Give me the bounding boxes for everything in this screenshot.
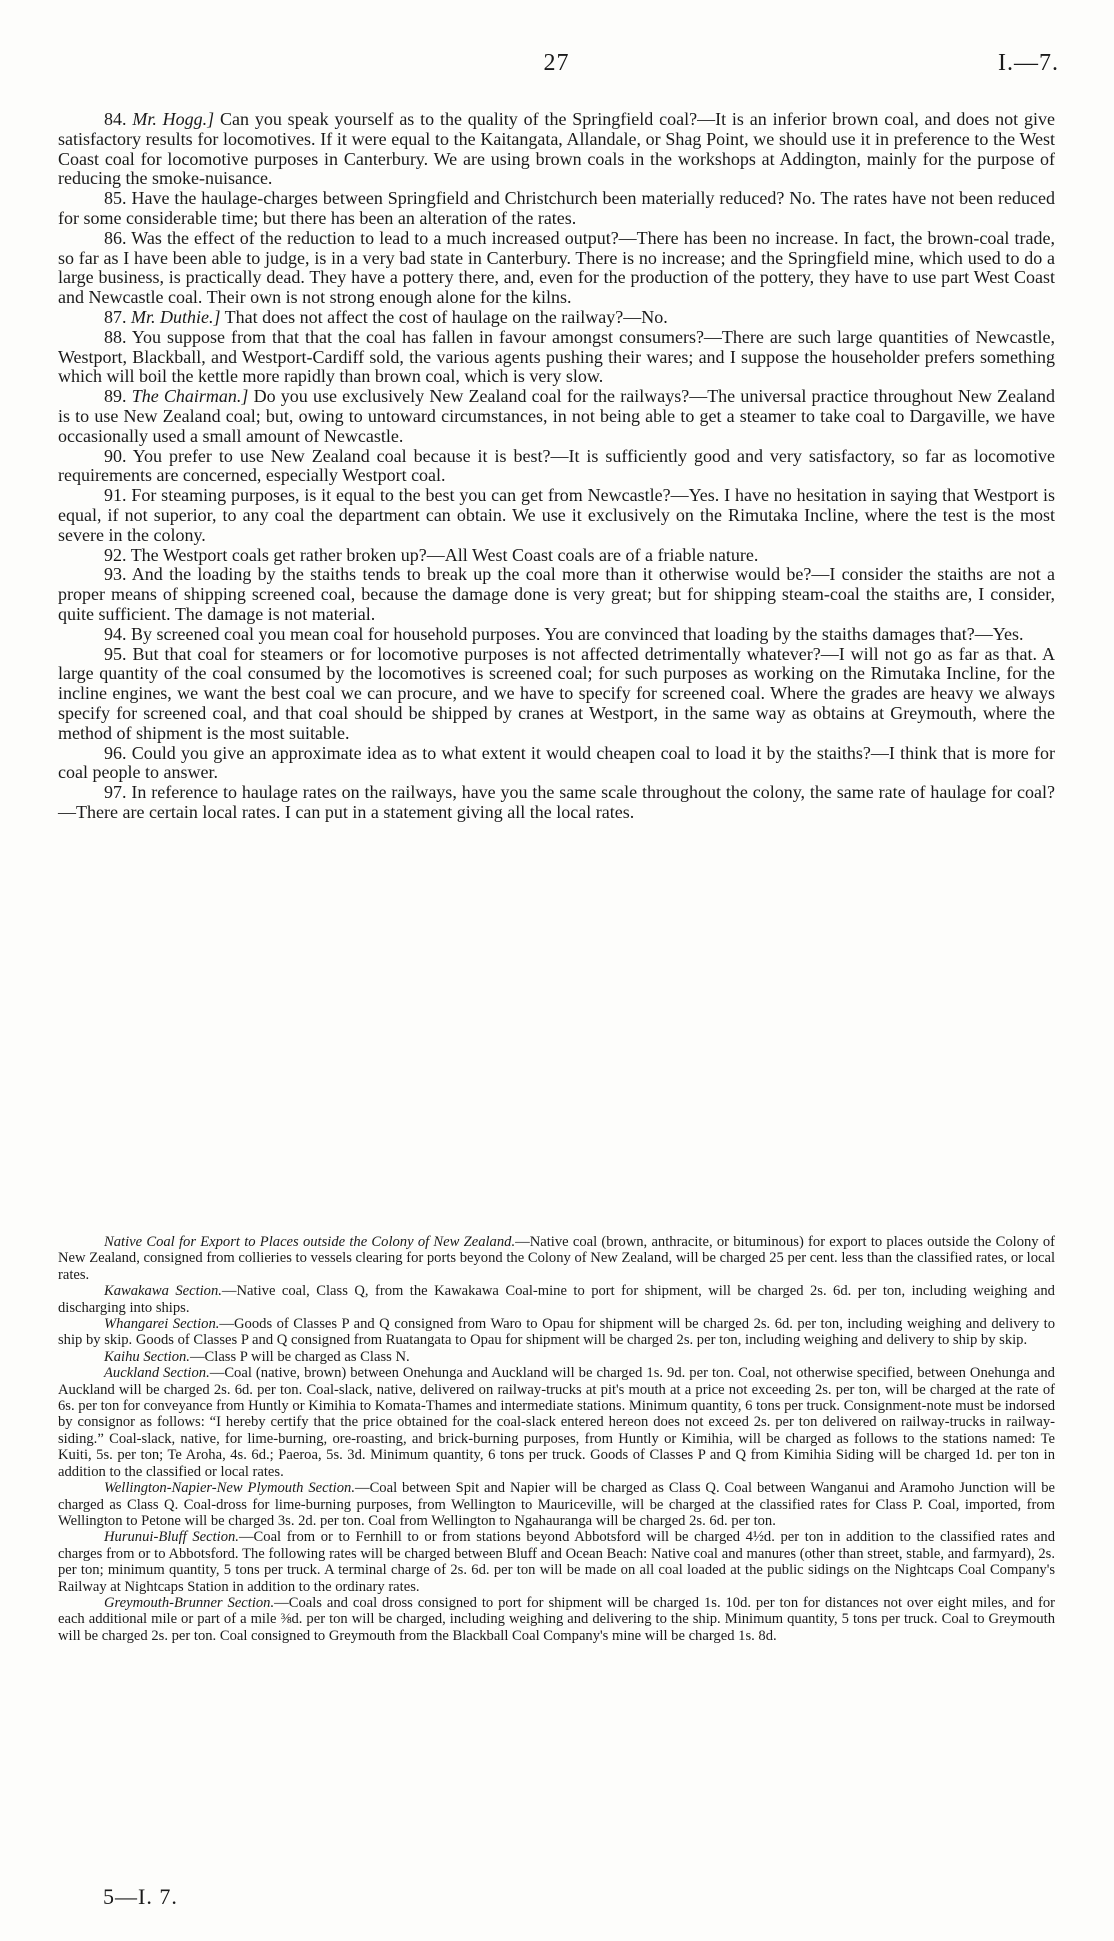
question-paragraph: [58, 308, 1055, 328]
speaker-label: Mr. Hogg.]: [132, 109, 215, 129]
section-title: Native Coal for Export to Places outside the Colony of New Zealand.: [104, 1234, 516, 1250]
paper-reference: I.—7.: [998, 50, 1059, 76]
question-number: 84.: [104, 109, 127, 129]
section-title: Greymouth-Brunner Section.: [104, 1594, 275, 1611]
question-number: 92.: [104, 544, 127, 565]
section-text: —Native coal (brown, anthracite, or bituminous) for export to places outside the Colony of New Zealand, consigned from collieries to vessels clearing for ports beyond the Colony of New Zealand, will be charged 25 per cent. less than the classified rates, or local rates.: [58, 1234, 1055, 1283]
rate-section: [58, 1234, 1055, 1283]
question-number: 89.: [104, 386, 127, 407]
question-paragraph: [58, 328, 1055, 387]
section-title: Hurunui-Bluff Section.: [104, 1529, 239, 1546]
rate-section: [58, 1283, 1055, 1316]
question-text: That does not affect the cost of haulage on the railway?—No.: [220, 306, 668, 327]
question-number: 88.: [104, 326, 127, 347]
question-number: 96.: [104, 742, 127, 763]
page-header: [54, 50, 1059, 90]
question-text: By screened coal you mean coal for household purposes. You are convinced that loading by the staiths damages that?—Yes.: [131, 623, 1024, 644]
section-text: —Coal from or to Fernhill to or from stations beyond Abbotsford will be charged 4½d. per ton in addition to the classified rates and charges from or to Abbotsford. The following rates will be charged between Bluff and Ocean Beach: Native coal and manures (other than street, stable, and farmyard), 2s. per ton; minimum quantity, 5 tons per truck. A terminal charge of 2s. 6d. per ton will be made on all coal loaded at the public sidings on the Nightcaps Coal Company's Railway at Nightcaps Station in addition to the ordinary rates.: [58, 1529, 1055, 1595]
section-text: —Coals and coal dross consigned to port for shipment will be charged 1s. 10d. per ton for distances not over eight miles, and for each additional mile or part of a mile ⅜d. per ton will be charged, including weighing and delivering to the ship. Minimum quantity, 5 tons per truck. Coal to Greymouth will be charged 2s. per ton. Coal consigned to Greymouth from the Blackball Coal Company's mine will be charged 1s. 8d.: [58, 1594, 1055, 1644]
question-paragraph: [58, 189, 1055, 229]
section-title: Wellington-Napier-New Plymouth Section.: [104, 1480, 355, 1497]
question-paragraph: [58, 645, 1055, 744]
question-number: 87.: [104, 306, 127, 327]
question-number: 93.: [104, 564, 127, 585]
section-text: —Coal between Spit and Napier will be charged as Class Q. Coal between Wanganui and Aramoho Junction will be charged as Class Q. Coal-dross for lime-burning purposes, from Wellington to Mauriceville, will be charged at the classified rates for Class P. Coal, imported, from Wellington to Petone will be charged 3s. 2d. per ton. Coal from Wellington to Ngahauranga will be charged 2s. 6d. per ton.: [58, 1480, 1055, 1529]
section-title: Whangarei Section.: [104, 1316, 220, 1333]
section-text: —Goods of Classes P and Q consigned from Waro to Opau for shipment will be charged 2s. 6d. per ton, including weighing and delivery to ship by skip. Goods of Classes P and Q consigned from Ruatangata to Opau for shipment will be charged 2s. per ton, including weighing and delivery to ship by skip.: [58, 1316, 1056, 1349]
question-paragraph: [58, 546, 1055, 566]
question-number: 90.: [104, 445, 127, 466]
question-number: 97.: [104, 782, 127, 803]
question-number: 94.: [104, 623, 127, 644]
section-text: —Class P will be charged as Class N.: [189, 1348, 410, 1365]
section-title: Kawakawa Section.: [104, 1283, 222, 1300]
question-number: 91.: [104, 485, 127, 506]
question-paragraph: [58, 783, 1055, 823]
question-text: You suppose from that that the coal has fallen in favour amongst consumers?—There are such large quantities of Newcastle, Westport, Blackball, and Westport-Cardiff sold, the various agents pushing their wares; and I suppose the householder prefers something which will boil the kettle more rapidly than brown coal, which is very slow.: [58, 326, 1055, 387]
page-number: 27: [543, 50, 570, 76]
question-text: But that coal for steamers or for locomotive purposes is not affected detrimentally whatever?—I will not go as far as that. A large quantity of the coal consumed by the locomotives is screened coal; for such purposes as working on the Rimutaka Incline, for the incline engines, we want the best coal we can procure, and we have to specify for screened coal. Where the grades are heavy we always specify for screened coal, and that coal should be shipped by cranes at Westport, in the same way as obtains at Greymouth, where the method of shipment is the most suitable.: [58, 643, 1056, 743]
rate-section: [58, 1316, 1055, 1349]
question-text: You prefer to use New Zealand coal because it is best?—It is sufficiently good and very satisfactory, so far as locomotive requirements are concerned, especially Westport coal.: [58, 445, 1055, 486]
rate-section: [58, 1349, 1055, 1365]
question-number: 86.: [104, 227, 127, 248]
question-paragraph: [58, 229, 1055, 308]
evidence-questions: [58, 110, 1055, 823]
question-paragraph: [58, 486, 1055, 545]
speaker-label: Mr. Duthie.]: [131, 306, 221, 327]
question-text: Could you give an approximate idea as to what extent it would cheapen coal to load it by the staiths?—I think that is more for coal people to answer.: [58, 742, 1055, 783]
section-text: —Native coal, Class Q, from the Kawakawa Coal-mine to port for shipment, will be charged 2s. 6d. per ton, including weighing and discharging into ships.: [58, 1283, 1055, 1316]
rate-section: [58, 1529, 1055, 1595]
question-text: And the loading by the staiths tends to break up the coal more than it otherwise would be?—I consider the staiths are not a proper means of shipping screened coal, because the damage done is very great; but for shipping steam-coal the staiths are, I consider, quite sufficient. The damage is not material.: [58, 564, 1055, 624]
question-text: Was the effect of the reduction to lead to a much increased output?—There has been no increase. In fact, the brown-coal trade, so far as I have been able to judge, is in a very bad state in Canterbury. There is no increase; and the Springfield mine, which used to do a large business, is practically dead. They have a pottery there, and, even for the production of the pottery, they have to use part West Coast and Newcastle coal. Their own is not strong enough alone for the kilns.: [58, 227, 1055, 308]
question-number: 85.: [104, 188, 127, 209]
rate-section: [58, 1480, 1055, 1529]
local-rates-schedule: [58, 1234, 1055, 1644]
question-text: Do you use exclusively New Zealand coal for the railways?—The universal practice throughout New Zealand is to use New Zealand coal; but, owing to untoward circumstances, in not being able to get a steamer to take coal to Dargaville, we have occasionally used a small amount of Newcastle.: [58, 386, 1056, 446]
question-paragraph: [58, 744, 1055, 784]
section-title: Kaihu Section.: [104, 1348, 190, 1365]
section-title: Auckland Section.: [104, 1365, 210, 1382]
question-paragraph: [58, 625, 1055, 645]
question-text: In reference to haulage rates on the railways, have you the same scale throughout the colony, the same rate of haulage for coal?—There are certain local rates. I can put in a statement giving all the local rates.: [58, 782, 1055, 822]
question-text: For steaming purposes, is it equal to the best you can get from Newcastle?—Yes. I have no hesitation in saying that Westport is equal, if not superior, to any coal the department can obtain. We use it exclusively on the Rimutaka Incline, where the test is the most severe in the colony.: [58, 485, 1055, 545]
question-paragraph: [58, 447, 1055, 487]
signature-mark: 5—I. 7.: [103, 1884, 178, 1909]
question-text: Have the haulage-charges between Springfield and Christchurch been materially reduced? No. The rates have not been reduced for some considerable time; but there has been an alteration of the rates.: [58, 188, 1056, 228]
question-paragraph: [58, 110, 1055, 189]
question-text: The Westport coals get rather broken up?—All West Coast coals are of a friable nature.: [130, 544, 759, 565]
question-number: 95.: [104, 643, 127, 664]
section-text: —Coal (native, brown) between Onehunga and Auckland will be charged 1s. 9d. per ton. Coal, not otherwise specified, between Onehunga and Auckland will be charged 2s. 6d. per ton. Coal-slack, native, delivered on railway-trucks at pit's mouth at a price not exceeding 2s. per ton, will be charged at the rate of 6s. per ton for conveyance from Huntly or Kimihia to Komata-Thames and intermediate stations. Minimum quantity, 6 tons per truck. Consignment-note must be indorsed by consignor as follows: “I hereby certify that the price obtained for the coal-slack entered hereon does not exceed 2s. per ton delivered on railway-trucks in railway-siding.” Coal-slack, native, for lime-burning, ore-roasting, and brick-burning purposes, from Huntly or Kimihia, will be charged as follows to the stations named: Te Kuiti, 5s. per ton; Te Aroha, 4s. 6d.; Paeroa, 5s. 3d. Minimum quantity, 6 tons per truck. Goods of Classes P and Q from Kimihia Siding will be charged 1d. per ton in addition to the classified or local rates.: [58, 1365, 1055, 1480]
rate-section: [58, 1365, 1055, 1480]
question-paragraph: [58, 387, 1055, 446]
question-paragraph: [58, 565, 1055, 624]
speaker-label: The Chairman.]: [131, 386, 249, 407]
rate-section: [58, 1595, 1055, 1644]
question-text: Can you speak yourself as to the quality of the Springfield coal?—It is an inferior brown coal, and does not give satisfactory results for locomotives. If it were equal to the Kaitangata, Allandale, or Shag Point, we should use it in preference to the West Coast coal for locomotive purposes in Canterbury. We are using brown coals in the workshops at Addington, mainly for the purpose of reducing the smoke-nuisance.: [58, 109, 1056, 189]
